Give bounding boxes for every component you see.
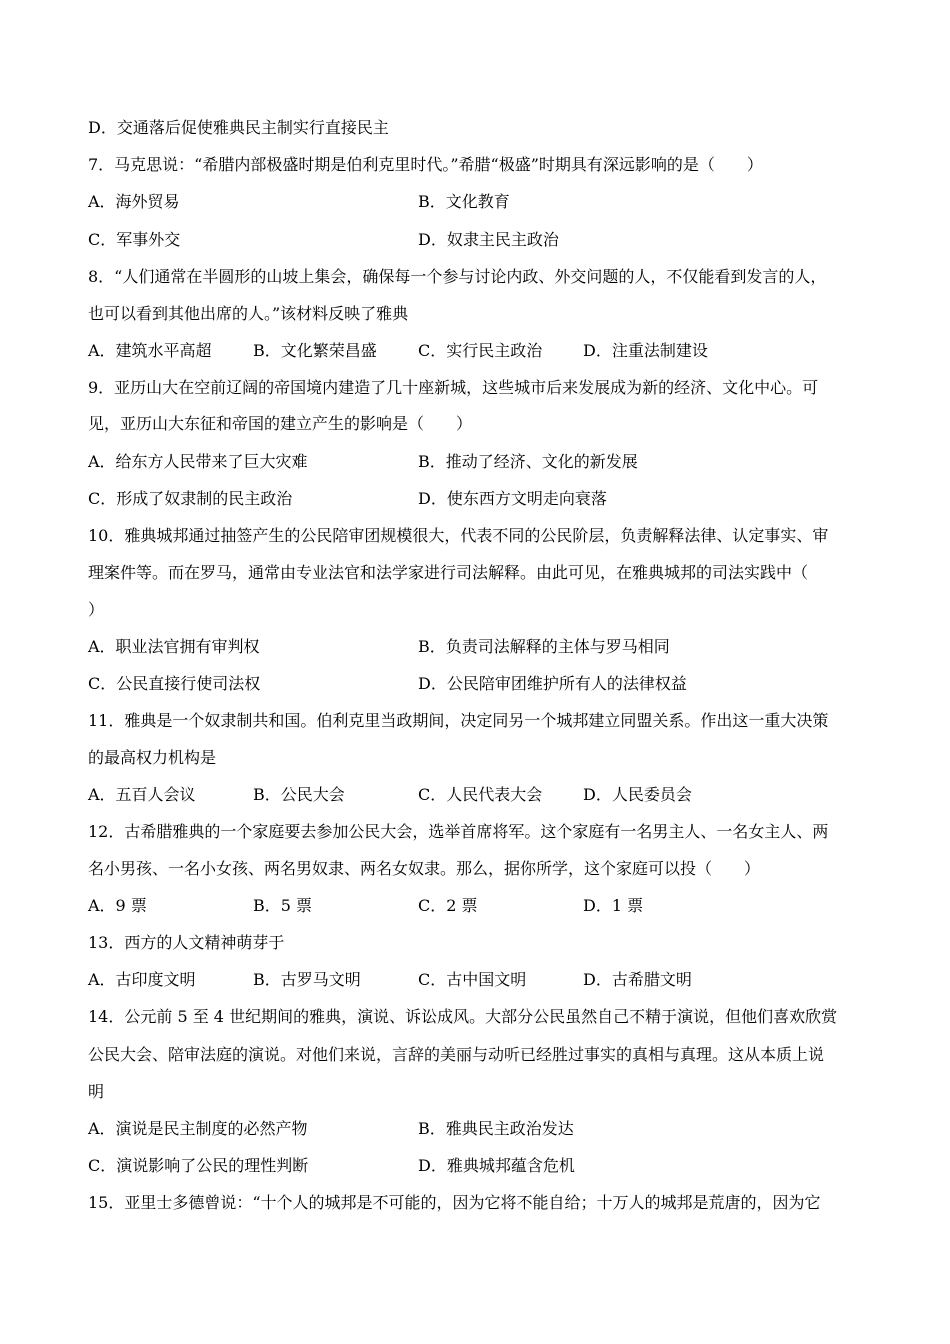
- q11-option-d: D．人民委员会: [583, 785, 692, 804]
- q13-option-a: A．古印度文明: [88, 970, 196, 989]
- q7-option-b: B．文化教育: [418, 192, 510, 211]
- q8-option-b: B．文化繁荣昌盛: [253, 341, 377, 360]
- q8-option-a: A．建筑水平高超: [88, 341, 212, 360]
- q14-stem-line2: 公民大会、陪审法庭的演说。对他们来说，言辞的美丽与动听已经胜过事实的真相与真理。这从本质上说: [88, 1045, 825, 1064]
- q12-stem-line2: 名小男孩、一名小女孩、两名男奴隶、两名女奴隶。那么，据你所学，这个家庭可以投（ ）: [88, 859, 761, 878]
- q12-stem-line1: 12．古希腊雅典的一个家庭要去参加公民大会，选举首席将军。这个家庭有一名男主人、一名女主人、两: [88, 822, 829, 841]
- q10-option-b: B．负责司法解释的主体与罗马相同: [418, 637, 670, 656]
- q13-option-d: D．古希腊文明: [583, 970, 692, 989]
- q14-option-c: C．演说影响了公民的理性判断: [88, 1156, 309, 1175]
- q12-option-a: A．9 票: [88, 896, 147, 915]
- q14-stem-line1: 14．公元前 5 至 4 世纪期间的雅典，演说、诉讼成风。大部分公民虽然自己不精于演说，但他们喜欢欣赏: [88, 1007, 838, 1026]
- q10-stem-line2: 理案件等。而在罗马，通常由专业法官和法学家进行司法解释。由此可见，在雅典城邦的司法实践中（: [88, 563, 809, 582]
- q9-option-b: B．推动了经济、文化的新发展: [418, 452, 638, 471]
- q7-option-c: C．军事外交: [88, 230, 181, 249]
- q8-stem-line1: 8．“人们通常在半圆形的山坡上集会，确保每一个参与讨论内政、外交问题的人，不仅能看到发言的人，: [88, 267, 827, 286]
- q10-option-c: C．公民直接行使司法权: [88, 674, 261, 693]
- q8-option-d: D．注重法制建设: [583, 341, 708, 360]
- q9-option-d: D．使东西方文明走向衰落: [418, 489, 607, 508]
- q10-option-a: A．职业法官拥有审判权: [88, 637, 260, 656]
- q14-option-b: B．雅典民主政治发达: [418, 1119, 574, 1138]
- q9-option-a: A．给东方人民带来了巨大灾难: [88, 452, 308, 471]
- q6-option-d: D．交通落后促使雅典民主制实行直接民主: [88, 118, 389, 137]
- q11-option-c: C．人民代表大会: [418, 785, 543, 804]
- q15-stem-line1: 15．亚里士多德曾说：“十个人的城邦是不可能的，因为它将不能自给；十万人的城邦是荒唐的，因为它: [88, 1193, 821, 1212]
- q12-option-c: C．2 票: [418, 896, 478, 915]
- q14-option-d: D．雅典城邦蕴含危机: [418, 1156, 575, 1175]
- q13-stem: 13．西方的人文精神萌芽于: [88, 933, 285, 952]
- q10-stem-line1: 10．雅典城邦通过抽签产生的公民陪审团规模很大，代表不同的公民阶层，负责解释法律、认定事实、审: [88, 526, 829, 545]
- q13-option-c: C．古中国文明: [418, 970, 527, 989]
- q9-option-c: C．形成了奴隶制的民主政治: [88, 489, 293, 508]
- q12-option-d: D．1 票: [583, 896, 644, 915]
- q7-option-a: A．海外贸易: [88, 192, 180, 211]
- q11-stem-line2: 的最高权力机构是: [88, 748, 217, 767]
- q14-option-a: A．演说是民主制度的必然产物: [88, 1119, 308, 1138]
- q11-stem-line1: 11．雅典是一个奴隶制共和国。伯利克里当政期间，决定同另一个城邦建立同盟关系。作出这一重大决策: [88, 711, 829, 730]
- q14-stem-line3: 明: [88, 1082, 105, 1101]
- q7-stem: 7．马克思说：“希腊内部极盛时期是伯利克里时代。”希腊“极盛”时期具有深远影响的是（ ）: [88, 155, 763, 174]
- q9-stem-line1: 9．亚历山大在空前辽阔的帝国境内建造了几十座新城，这些城市后来发展成为新的经济、文化中心。可: [88, 378, 819, 397]
- q13-option-b: B．古罗马文明: [253, 970, 361, 989]
- q9-stem-line2: 见，亚历山大东征和帝国的建立产生的影响是（ ）: [88, 414, 473, 433]
- q7-option-d: D．奴隶主民主政治: [418, 230, 559, 249]
- q8-stem-line2: 也可以看到其他出席的人。”该材料反映了雅典: [88, 304, 409, 323]
- q10-stem-line3: ）: [88, 600, 105, 619]
- q11-option-b: B．公民大会: [253, 785, 345, 804]
- q8-option-c: C．实行民主政治: [418, 341, 543, 360]
- q12-option-b: B．5 票: [253, 896, 313, 915]
- q10-option-d: D．公民陪审团维护所有人的法律权益: [418, 674, 687, 693]
- q11-option-a: A．五百人会议: [88, 785, 196, 804]
